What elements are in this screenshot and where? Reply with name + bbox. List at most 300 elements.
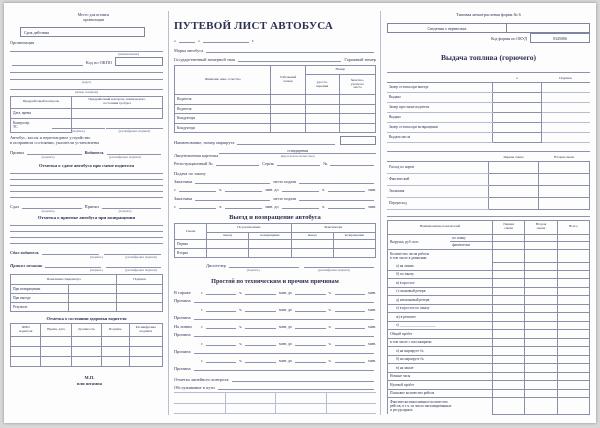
from-label-1: с xyxy=(174,187,176,192)
hours-item-4: д) неплановый резерв xyxy=(388,296,493,305)
table-row xyxy=(387,112,590,122)
crew-cell[interactable] xyxy=(305,114,339,124)
okpo-label: Код по ОКПО xyxy=(85,60,112,66)
table-row xyxy=(11,294,163,303)
consumption-row-norm: Расход по норме xyxy=(387,161,488,173)
ind-cell[interactable] xyxy=(525,262,557,270)
crew-cell[interactable] xyxy=(305,123,339,133)
departure-sub-back-2: возвращение xyxy=(333,233,375,240)
health-decode-l1: Расшифровка xyxy=(135,325,156,330)
okud-label: Код формы по ОКУД xyxy=(491,35,527,41)
route-label: Наименование, номер маршрута xyxy=(174,139,235,145)
mileage-total-label: Общий пробег xyxy=(388,330,493,339)
crew-tab-l2: номер xyxy=(283,79,293,83)
crew-udost-l1: удосто- xyxy=(316,79,328,84)
table-row xyxy=(388,381,590,390)
ind-cell[interactable] xyxy=(493,304,525,313)
controller-sign-hint: (подпись) xyxy=(71,128,85,133)
table-row xyxy=(388,338,590,347)
ind-cell[interactable] xyxy=(525,296,557,305)
idle-m5b: мин. xyxy=(368,358,376,364)
ind-cell[interactable] xyxy=(493,250,525,263)
fuel-row-4: Замер остатка при возвращении xyxy=(387,122,493,132)
revenue-plan-label: по плану xyxy=(450,234,492,241)
ind-cell[interactable] xyxy=(557,304,589,313)
place-label-1: место подачи xyxy=(273,179,297,185)
ind-cell[interactable] xyxy=(525,270,557,279)
ind-cell[interactable] xyxy=(557,234,589,241)
fuel-row-1: Выдано xyxy=(387,92,493,102)
bus-brand-label: Марка автобуса xyxy=(174,47,204,53)
health-cell[interactable] xyxy=(41,347,71,357)
hours-l2: в том числе в движении xyxy=(390,256,427,261)
route-code-box[interactable] xyxy=(340,136,376,145)
table-row xyxy=(11,96,163,108)
revenue-label: Выручка, руб. коп: xyxy=(388,234,451,250)
fuel-divider xyxy=(387,72,590,73)
phone-hint: (номер телефона) xyxy=(74,89,99,94)
consumption-row-saving: Экономия xyxy=(387,185,488,197)
health-cell[interactable] xyxy=(71,357,101,367)
idle-reason-input-5[interactable] xyxy=(194,364,374,371)
ind-cell[interactable] xyxy=(525,347,557,356)
idle-m2: мин. xyxy=(279,307,287,313)
health-cell[interactable] xyxy=(129,337,162,347)
to-label-1: до xyxy=(274,187,279,192)
stamp-place-line2: организации xyxy=(82,18,105,23)
ind-first-l1: Первая xyxy=(503,222,514,227)
night-hours-label: Ночные часы xyxy=(388,372,493,381)
mp-line1: М.П. xyxy=(84,375,95,381)
idle-m2b: мин. xyxy=(368,307,376,313)
departure-sub-out-1: выезд xyxy=(207,233,249,240)
table-row xyxy=(388,355,590,364)
ind-cell[interactable] xyxy=(557,287,589,296)
dispatcher-sign-input[interactable] xyxy=(229,261,299,268)
fuel-sign-4[interactable] xyxy=(541,122,590,132)
ind-cell[interactable] xyxy=(557,270,589,279)
validity-period-box[interactable] xyxy=(20,27,145,37)
okud-value[interactable]: 0345006 xyxy=(530,33,590,43)
ind-first-l2: смена xyxy=(504,226,514,231)
speedometer-sign-depart[interactable] xyxy=(117,294,163,303)
accept-line-1[interactable] xyxy=(10,225,163,226)
idle-m4b: мин. xyxy=(368,341,376,347)
min-label-1: мин. xyxy=(265,187,274,193)
ind-cell[interactable] xyxy=(557,355,589,364)
health-cell[interactable] xyxy=(102,337,129,347)
health-cell[interactable] xyxy=(11,337,41,347)
health-cell[interactable] xyxy=(129,347,162,357)
ind-cell[interactable] xyxy=(557,381,589,390)
indicators-col-total: Всего xyxy=(557,220,589,234)
fuel-value-4[interactable] xyxy=(493,122,542,132)
ind-cell[interactable] xyxy=(493,296,525,305)
idle-reason-label-3: Причина xyxy=(174,331,191,337)
crew-col-tab xyxy=(271,66,305,95)
table-row xyxy=(387,102,590,112)
speedometer-sign-return[interactable] xyxy=(117,285,163,294)
crew-bilet-l3: листа xyxy=(353,85,362,90)
consumption-cell[interactable] xyxy=(539,161,590,173)
ind-cell[interactable] xyxy=(557,262,589,270)
ind-cell[interactable] xyxy=(493,234,525,241)
form-caption: Типовая межотраслевая форма № 6 xyxy=(456,12,521,17)
health-cell[interactable] xyxy=(11,357,41,367)
ind-cell[interactable] xyxy=(525,287,557,296)
ind-cell[interactable] xyxy=(557,398,589,415)
ind-cell[interactable] xyxy=(525,234,557,241)
bus-condition-line2: в исправном состоянии, указатели установлены xyxy=(10,139,100,145)
idle-reason-input-1[interactable] xyxy=(194,296,374,303)
table-row xyxy=(11,108,163,118)
crew-cell[interactable] xyxy=(271,123,305,133)
crew-col-num-group: Номер xyxy=(305,66,375,75)
departure-sub-back-1: возвращение xyxy=(249,233,291,240)
driver-handover-decode-hint: (расшифровка подписи) xyxy=(125,255,157,260)
departure-cell[interactable] xyxy=(291,240,333,249)
table-row xyxy=(175,224,376,233)
ind-cell[interactable] xyxy=(557,330,589,339)
min-label-1b: мин. xyxy=(368,187,377,193)
ind-cell[interactable] xyxy=(493,313,525,322)
transport-info-value[interactable] xyxy=(507,23,590,33)
crew-udost-l2: верения xyxy=(316,83,329,88)
hours-item-5: е) в простое по заказу xyxy=(388,304,493,313)
line-control-input[interactable] xyxy=(232,375,375,382)
crew-cell[interactable] xyxy=(271,104,305,114)
stamp-mp xyxy=(10,375,163,386)
place-input-2[interactable] xyxy=(299,194,374,201)
fuel-sign-2[interactable] xyxy=(541,102,590,112)
fuel-col-sign: Подпись xyxy=(541,76,590,82)
okpo-value-box[interactable] xyxy=(115,57,163,66)
fuel-value-2[interactable] xyxy=(493,102,542,112)
crew-bilet-l1: билетно- xyxy=(350,77,365,82)
min-label-2b: мин. xyxy=(368,204,377,210)
min-label-2: мин. xyxy=(265,204,274,210)
table-row xyxy=(388,372,590,381)
ind-cell[interactable] xyxy=(557,372,589,381)
ind-cell[interactable] xyxy=(525,250,557,263)
fuel-sign-0[interactable] xyxy=(541,82,590,92)
consumption-cell[interactable] xyxy=(539,197,590,209)
ind-cell[interactable] xyxy=(525,330,557,339)
departure-cell[interactable] xyxy=(249,240,291,249)
plate-number-input[interactable] xyxy=(238,55,341,62)
ind-cell[interactable] xyxy=(557,296,589,305)
idle-m3: мин. xyxy=(279,324,287,330)
prerun-control-head1: Предрейсовый контроль xyxy=(11,96,72,108)
health-cell[interactable] xyxy=(11,347,41,357)
table-row xyxy=(387,82,590,92)
handover-line-4[interactable] xyxy=(10,191,163,192)
fuel-value-1[interactable] xyxy=(493,92,542,102)
license-hint: (вид и или не полностью) xyxy=(280,154,315,158)
consumption-table xyxy=(387,155,590,210)
crew-cell[interactable] xyxy=(271,95,305,105)
fuel-row-0: Замер остатка при выезде xyxy=(387,82,493,92)
idle-h1: ч. xyxy=(239,290,243,296)
ind-cell[interactable] xyxy=(525,241,557,250)
table-row xyxy=(388,250,590,263)
dispatcher-decode-input[interactable] xyxy=(304,261,374,268)
hour-label-1: ч. xyxy=(219,187,223,193)
customer-input-2[interactable] xyxy=(195,194,270,201)
page-title: ПУТЕВОЙ ЛИСТ АВТОБУСА xyxy=(174,20,334,32)
ind-cell[interactable] xyxy=(557,313,589,322)
health-cell[interactable] xyxy=(102,347,129,357)
consumption-cell[interactable] xyxy=(488,173,539,185)
fuel-row-5: Выдача масла xyxy=(387,132,493,142)
consumption-row-overuse: Перерасход xyxy=(387,197,488,209)
table-row xyxy=(11,347,163,357)
speedometer-value-return[interactable] xyxy=(68,285,117,294)
crew-cell[interactable] xyxy=(271,114,305,124)
ind-cell[interactable] xyxy=(525,338,557,347)
ind-cell[interactable] xyxy=(493,389,525,398)
stamp-place-label xyxy=(10,13,163,23)
table-row xyxy=(175,95,376,105)
mechanic-decode-hint: (расшифровка подписи) xyxy=(125,268,157,273)
ind-cell[interactable] xyxy=(493,241,525,250)
health-cell[interactable] xyxy=(129,357,162,367)
table-row xyxy=(11,275,163,285)
fuel-sign-1[interactable] xyxy=(541,92,590,102)
crew-cell[interactable] xyxy=(339,95,375,105)
stamp-place-line1: Место для штампа xyxy=(77,13,110,17)
ind-cell[interactable] xyxy=(493,398,525,415)
consumption-cell[interactable] xyxy=(488,161,539,173)
departure-cell[interactable] xyxy=(207,240,249,249)
health-col-fio xyxy=(11,324,41,337)
ind-cell[interactable] xyxy=(493,270,525,279)
idle-h1b: ч. xyxy=(328,290,332,296)
table-row xyxy=(388,313,590,322)
middle-column: ПУТЕВОЙ ЛИСТ АВТОБУСА « » г. Марка автобуса Государственный номерной знак Гаражный номер Фамилия, имя, отчество Табельный номер Номер удосто- верения билетно- учетного листа Водителя Водителя Кондуктора Кондуктора Наименование, номер маршрута Лицензионная карточка стандартная (вид и или не полностью) Регистрационный № Серия № Подача по заказу Заказчика место подачи с ч. мин. до ч. мин. Заказчика место подачи с ч. мин. до ч. мин. Выезд и возвращение автобуса Смена По расписанию Фактически выезд возвращение выезд возвращение Первая Вторая Диспетчер (подпись) (расшифровка подписи) Простой по техническим и прочим причинам В гараже с ч. мин. до ч. мин. Причина с ч. мин. до ч. мин. Причина На линии с ч. мин. до ч. мин. Причина с ч. мин. до ч. мин. Причина с ч. мин. до ч. мин. Причина Отметка линейного контроля Обслуживание в пути xyxy=(169,3,381,423)
speedometer-row-result: Результат xyxy=(11,303,69,312)
ind-cell[interactable] xyxy=(525,372,557,381)
bus-condition-line1: Автобус, кассы и переговорное устройство xyxy=(10,134,91,140)
consumption-col-second: Вторая смена xyxy=(539,155,590,161)
accept-line-4[interactable] xyxy=(10,243,163,244)
route-input[interactable] xyxy=(237,138,335,145)
idle-reason-input-3[interactable] xyxy=(194,330,374,337)
handover-line-5[interactable] xyxy=(10,197,163,198)
hour-label-1b: ч. xyxy=(321,187,325,193)
ind-cell[interactable] xyxy=(493,372,525,381)
number-input[interactable] xyxy=(330,159,374,166)
registration-label: Регистрационный № xyxy=(174,160,213,166)
ind-cell[interactable] xyxy=(557,321,589,330)
driver-sign-decode-hint: (расшифровка подписи) xyxy=(109,155,141,160)
ind-cell[interactable] xyxy=(525,321,557,330)
table-row xyxy=(388,389,590,398)
mileage-item-2: в) на заказе xyxy=(388,364,493,373)
table-row xyxy=(388,296,590,305)
place-input-1[interactable] xyxy=(299,177,374,184)
health-section-title: Отметка о состоянии здоровья водителя xyxy=(46,316,127,322)
driver-handover-label: Сдал водитель xyxy=(10,249,39,255)
ind-cell[interactable] xyxy=(557,241,589,250)
ind-cell[interactable] xyxy=(525,279,557,288)
fact-trips-l2: рейсов, в т.ч. из числа запланированных xyxy=(390,404,452,409)
health-col-sign: Подпись xyxy=(102,324,129,337)
series-input[interactable] xyxy=(277,159,321,166)
idle-m4: мин. xyxy=(279,341,287,347)
ind-cell[interactable] xyxy=(557,338,589,347)
waybill-form-sheet xyxy=(4,3,596,423)
idle-to4: до xyxy=(287,341,292,347)
service-input[interactable] xyxy=(218,383,374,390)
departure-section-title: Выезд и возвращение автобуса xyxy=(229,214,321,222)
departure-col-shift: Смена xyxy=(175,224,207,240)
indicators-col-first xyxy=(493,220,525,234)
crew-col-bilet xyxy=(339,75,375,95)
ind-cell[interactable] xyxy=(557,389,589,398)
fuel-value-3[interactable] xyxy=(493,112,542,122)
health-cell[interactable] xyxy=(71,347,101,357)
speedometer-sign-result[interactable] xyxy=(117,303,163,312)
crew-cell[interactable] xyxy=(339,123,375,133)
ind-cell[interactable] xyxy=(557,250,589,263)
table-row xyxy=(175,104,376,114)
address-line-1[interactable] xyxy=(10,72,163,73)
from-label-2: с xyxy=(174,204,176,209)
health-col-decode xyxy=(129,324,162,337)
dispatcher-label: Диспетчер xyxy=(206,262,226,268)
crew-cell[interactable] xyxy=(305,95,339,105)
ind-cell[interactable] xyxy=(525,364,557,373)
registration-input[interactable] xyxy=(216,159,260,166)
fuel-value-0[interactable] xyxy=(493,82,542,92)
table-row xyxy=(388,321,590,330)
ind-cell[interactable] xyxy=(493,330,525,339)
ind-cell[interactable] xyxy=(557,347,589,356)
accept-line-3[interactable] xyxy=(10,237,163,238)
idle-reason-label-4: Причина xyxy=(174,348,191,354)
table-row xyxy=(388,304,590,313)
departure-row-second: Вторая xyxy=(175,249,207,258)
number-label: № xyxy=(323,160,328,166)
crew-table xyxy=(174,65,376,133)
speedometer-value-depart[interactable] xyxy=(68,294,117,303)
ind-cell[interactable] xyxy=(557,364,589,373)
consumption-cell[interactable] xyxy=(539,173,590,185)
handover-line-3[interactable] xyxy=(10,185,163,186)
zero-mileage-label: Нулевой пробег xyxy=(388,381,493,390)
ind-cell[interactable] xyxy=(493,287,525,296)
ind-cell[interactable] xyxy=(557,279,589,288)
revenue-fact-label: фактически xyxy=(450,241,492,250)
consumption-cell[interactable] xyxy=(539,185,590,197)
speedometer-value-result[interactable] xyxy=(68,303,117,312)
ind-cell[interactable] xyxy=(493,321,525,330)
handover-section-title: Отметка о сдаче автобуса при смене водителя xyxy=(39,163,134,169)
ind-cell[interactable] xyxy=(493,381,525,390)
prerun-date-value[interactable] xyxy=(71,108,162,118)
departure-cell[interactable] xyxy=(291,249,333,258)
idle-reason-input-2[interactable] xyxy=(194,313,374,320)
idle-reason-label-2: Причина xyxy=(174,314,191,320)
ind-cell[interactable] xyxy=(525,313,557,322)
bus-brand-input[interactable] xyxy=(206,46,374,53)
service-grid[interactable] xyxy=(174,392,376,414)
ind-cell[interactable] xyxy=(493,355,525,364)
plate-number-label: Государственный номерной знак xyxy=(174,56,236,62)
idle-to1: до xyxy=(287,290,292,296)
ind-cell[interactable] xyxy=(525,398,557,415)
accept-line-2[interactable] xyxy=(10,231,163,232)
received-sign-hint: (подпись) xyxy=(118,209,132,214)
health-cell[interactable] xyxy=(41,357,71,367)
handover-line-2[interactable] xyxy=(10,179,163,180)
organization-hint: (наименование) xyxy=(118,51,139,56)
health-fio-l2: водителя xyxy=(19,329,33,334)
departure-cell[interactable] xyxy=(333,240,375,249)
ind-cell[interactable] xyxy=(493,279,525,288)
driver-handover-sign-hint: (подпись) xyxy=(89,255,103,260)
crew-bilet-l2: учетного xyxy=(350,81,365,86)
health-cell[interactable] xyxy=(71,337,101,347)
health-cell[interactable] xyxy=(41,337,71,347)
ind-cell[interactable] xyxy=(493,364,525,373)
health-cell[interactable] xyxy=(102,357,129,367)
place-label-2: место подачи xyxy=(273,196,297,202)
mechanic-accept-label: Принял механик xyxy=(10,262,43,268)
idle-h2b: ч. xyxy=(328,307,332,313)
idle-reason-label-5: Причина xyxy=(174,365,191,371)
left-column xyxy=(4,3,169,423)
departure-sub-out-2: выезд xyxy=(291,233,333,240)
table-row xyxy=(11,337,163,347)
ind-cell[interactable] xyxy=(525,355,557,364)
departure-cell[interactable] xyxy=(249,249,291,258)
ind-cell[interactable] xyxy=(525,389,557,398)
fuel-value-5[interactable] xyxy=(493,132,542,142)
service-label: Обслуживание в пути xyxy=(174,384,215,390)
ind-cell[interactable] xyxy=(493,338,525,347)
departure-cell[interactable] xyxy=(207,249,249,258)
table-row xyxy=(175,66,376,75)
departure-cell[interactable] xyxy=(333,249,375,258)
consumption-cell[interactable] xyxy=(488,197,539,209)
speedometer-header: Показания спидометра xyxy=(11,275,117,285)
ind-cell[interactable] xyxy=(525,304,557,313)
ind-cell[interactable] xyxy=(493,262,525,270)
fuel-sign-3[interactable] xyxy=(541,112,590,122)
table-row xyxy=(388,262,590,270)
ind-cell[interactable] xyxy=(525,381,557,390)
idle-h5: ч. xyxy=(239,358,243,364)
handover-line-1[interactable] xyxy=(10,173,163,174)
fuel-sign-5[interactable] xyxy=(541,132,590,142)
crew-cell[interactable] xyxy=(339,114,375,124)
table-row xyxy=(175,114,376,124)
health-col-time: Время, дата xyxy=(41,324,71,337)
table-row xyxy=(387,197,590,209)
consumption-cell[interactable] xyxy=(488,185,539,197)
idle-to5: до xyxy=(287,358,292,364)
ind-cell[interactable] xyxy=(493,347,525,356)
line-control-label: Отметка линейного контроля xyxy=(174,376,229,382)
crew-cell[interactable] xyxy=(339,104,375,114)
customer-input-1[interactable] xyxy=(195,177,270,184)
crew-cell[interactable] xyxy=(305,104,339,114)
idle-reason-input-4[interactable] xyxy=(194,347,374,354)
fact-trips-l1: Фактически выполненное количество xyxy=(390,400,448,405)
table-row xyxy=(388,234,590,241)
